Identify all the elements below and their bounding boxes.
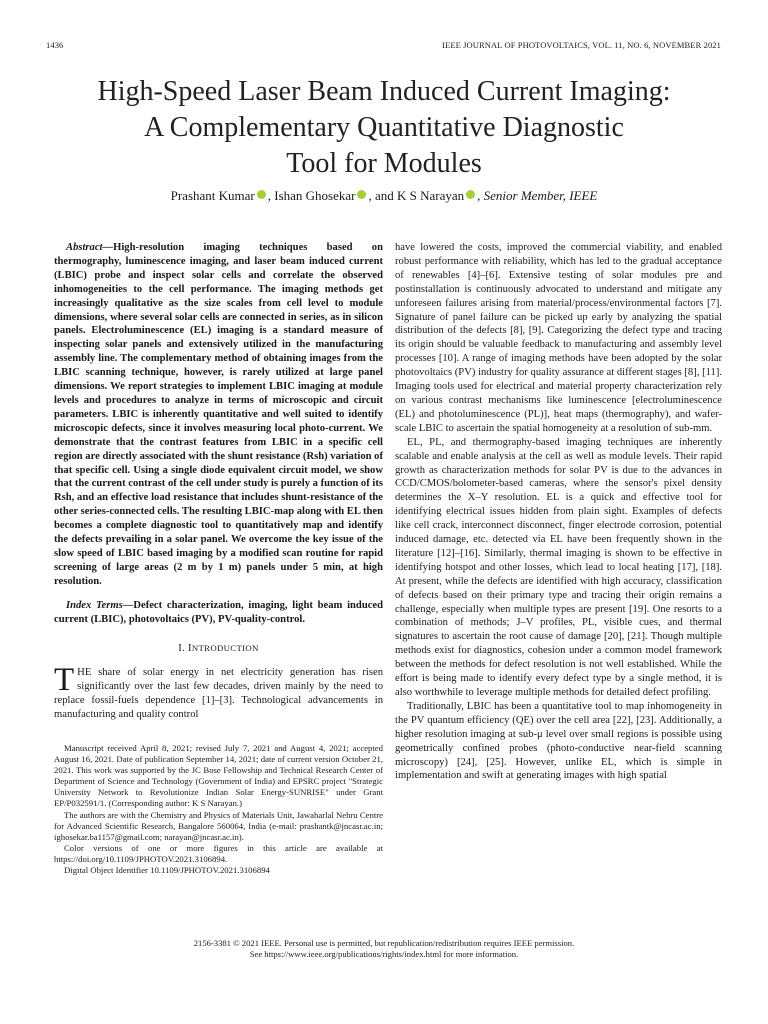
index-terms-label: Index Terms—: [66, 599, 134, 611]
drop-cap: T: [54, 662, 75, 699]
body-paragraph: EL, PL, and thermography-based imaging techniques are inherently scalable and enable analysis at the cell as well as module levels. Their rapid growth as characterization methods for solar PV is due to the advances in CCD/CMOS/bolometer-based cameras, where the sensor's pixel density determines the X–Y resolution. EL is a quick and effective tool for identifying electrical issues hidden from plain sight. Examples of defects like cell crack, interconnect disconnect, finger electrode corrosion, potential induced damage, etc. detected via EL have been frequently shown in the literature [12]–[16]. Similarly, thermal imaging is shown to be effective in identifying hotspot and other losses, which lead to local heating [17], [18]. At present, while the defects are identified with high accuracy, classification of defects based on their primary type and tracing their origin remains a challenge, especially when multiple types are present [19]. One resorts to a combination of methods; J–V profiles, PL, visible cues, and thermal signatures to ascertain the root cause of damage [20], [21]. Though multiple methods exist for diagnostics, cohesion under a common model framework between the methods for defect resolution is not well established. While the effort is being made to identify every defect type by a single method, it is also worthwhile to leverage multiple methods for detailed defect profiling.: [395, 436, 722, 698]
journal-header: IEEE JOURNAL OF PHOTOVOLTAICS, VOL. 11, NO. 6, NOVEMBER 2021: [442, 40, 721, 50]
copyright-line-1: 2156-3381 © 2021 IEEE. Personal use is permitted, but republication/redistribution requires IEEE permission.: [193, 938, 575, 948]
author-name: , and K S Narayan: [368, 188, 465, 203]
footnote-manuscript: Manuscript received April 8, 2021; revised July 7, 2021 and August 4, 2021; accepted August 16, 2021. Date of publication September 14, 2021; date of current version October 21, 2021. This work was supported by the JC Bose Fellowship and Technical Research Center of Department of Science and Technology (Government of India) and EPSRC project "Strategic University Network to Revolutionize Indian Solar Energy-SUNRISE" under Grant EP/P032591/1. (Corresponding author: K S Narayan.): [54, 743, 383, 809]
orcid-icon[interactable]: [357, 190, 366, 199]
title-line-1: High-Speed Laser Beam Induced Current Imaging:: [97, 76, 671, 107]
orcid-icon[interactable]: [466, 190, 475, 199]
title-line-2: A Complementary Quantitative Diagnostic: [144, 112, 624, 143]
footnote-doi: Digital Object Identifier 10.1109/JPHOTOV.2021.3106894: [64, 865, 270, 876]
section-number: I.: [178, 643, 189, 655]
section-title-rest: NTRODUCTION: [191, 643, 259, 654]
body-paragraph: have lowered the costs, improved the commercial viability, and enabled robust performance with reliability, which has led to the gradual acceptance of renewables [4]–[6]. Extensive testing of solar modules pre and postinstallation is continuously advocated to understand and mitigate any unforeseen failures arising from material/process/environmental factors [7]. Signature of panel failure can be picked up early by analyzing the spatial distribution of the defects [8], [9]. Categorizing the defect type and tracing its origin should be valuable feedback to manufacturing and assembly level processes [10]. A range of imaging methods have been adopted by the solar photovoltaics (PV) industry for quality assurance at different stages [8], [11]. Imaging tools used for electrical and material property characterization rely on various contrast mechanisms like luminescence [electroluminescence (EL) and photoluminescence (PL)], heat maps (thermography), and wafer-scale LBIC to ascertain the spatial homogeneity at a resolution of sub-mm.: [395, 242, 722, 434]
author-membership: , Senior Member, IEEE: [477, 188, 598, 203]
abstract-text: High-resolution imaging techniques based on thermography, luminescence imaging, and laser beam induced current (LBIC) probe and inspect solar cells and correlate the observed inhomogeneities to the cell performance. The imaging methods get increasingly qualitative as the size scales from cell level to module dimensions, where several solar cells are connected in series, as in silicon panels. Electroluminescence (EL) imaging is a standard measure of inspecting solar panels and extensively utilized in the manufacturing assembly line. The complementary method of obtaining images from the LBIC scanning technique, however, is rarely utilized at large panel dimensions. We report strategies to implement LBIC imaging at module levels and procedures to analyze in terms of microscopic and circuit parameters. LBIC is inherently quantitative and well suited to identify microscopic defects, since it involves measuring local photo-current. We demonstrate that the contrast features from LBIC in a specific cell region are directly associated with the shunt resistance (Rsh) variation of that specific cell. Using a single diode equivalent circuit model, we show that the current contrast of the cell under study is purely a function of its Rsh, and an effective load resistance that includes shunt-resistance of the other series-connected cells. The resulting LBIC-map along with EL then becomes a complete diagnostic tool to quantitatively map and identify the defects prevailing in a solar panel. We overcome the key issue of the slow speed of LBIC based imaging by a modified scan routine for rapid screening of large areas (2 m by 1 m) panels under 5 min, at high resolution.: [54, 242, 384, 587]
orcid-icon[interactable]: [257, 190, 266, 199]
intro-lead: HE: [77, 667, 92, 679]
footnote-color-versions: Color versions of one or more figures in this article are available at https://doi.org/10.1109/JPHOTOV.2021.3106894.: [54, 842, 383, 864]
intro-paragraph: [54, 662, 383, 722]
right-column: [395, 241, 722, 783]
author-list: [40, 188, 728, 204]
author-name: , Ishan Ghosekar: [267, 188, 356, 203]
title-line-3: Tool for Modules: [286, 148, 482, 179]
index-terms-text: Defect characterization, imaging, light beam induced current (LBIC), photovoltaics (PV), PV-quality-control.: [54, 599, 384, 625]
section-heading: [54, 642, 383, 656]
footnotes: [54, 743, 383, 876]
abstract-label: Abstract—: [66, 242, 114, 253]
page-number: 1436: [46, 40, 64, 50]
left-column: [54, 241, 383, 722]
copyright-line-2: See https://www.ieee.org/publications/rights/index.html for more information.: [249, 949, 519, 959]
section-title-initial: I: [188, 643, 192, 655]
paper-title: [40, 74, 728, 182]
intro-text: share of solar energy in net electricity generation has risen significantly over the last few decades, driven mainly by the need to replace fossil-fuels dependence [1]–[3]. Technological advancements in manufacturing and quality control: [54, 667, 383, 721]
author-name: Prashant Kumar: [170, 188, 255, 203]
abstract: [54, 241, 383, 589]
footnote-affiliation: The authors are with the Chemistry and Physics of Materials Unit, Jawaharlal Nehru Centre for Advanced Scientific Research, Bangalore 560064, India (e-mail: prashantk@jncasr.ac.in; ighosekar.ba1157@gmail.com; narayan@jncasr.ac.in).: [54, 809, 383, 842]
body-paragraph: Traditionally, LBIC has been a quantitative tool to map inhomogeneity in the PV quantum efficiency (QE) over the cell area [22], [23]. Additionally, a higher resolution imaging at sub-μ level over small regions is possible using geometrically confined probes (photo-conductive near-field scanning microscopy) [24], [25]. However, unlike EL, which is simple in implementation and swift at generating images with high spatial: [395, 700, 722, 782]
copyright-notice: [40, 938, 728, 960]
index-terms: [54, 599, 383, 627]
